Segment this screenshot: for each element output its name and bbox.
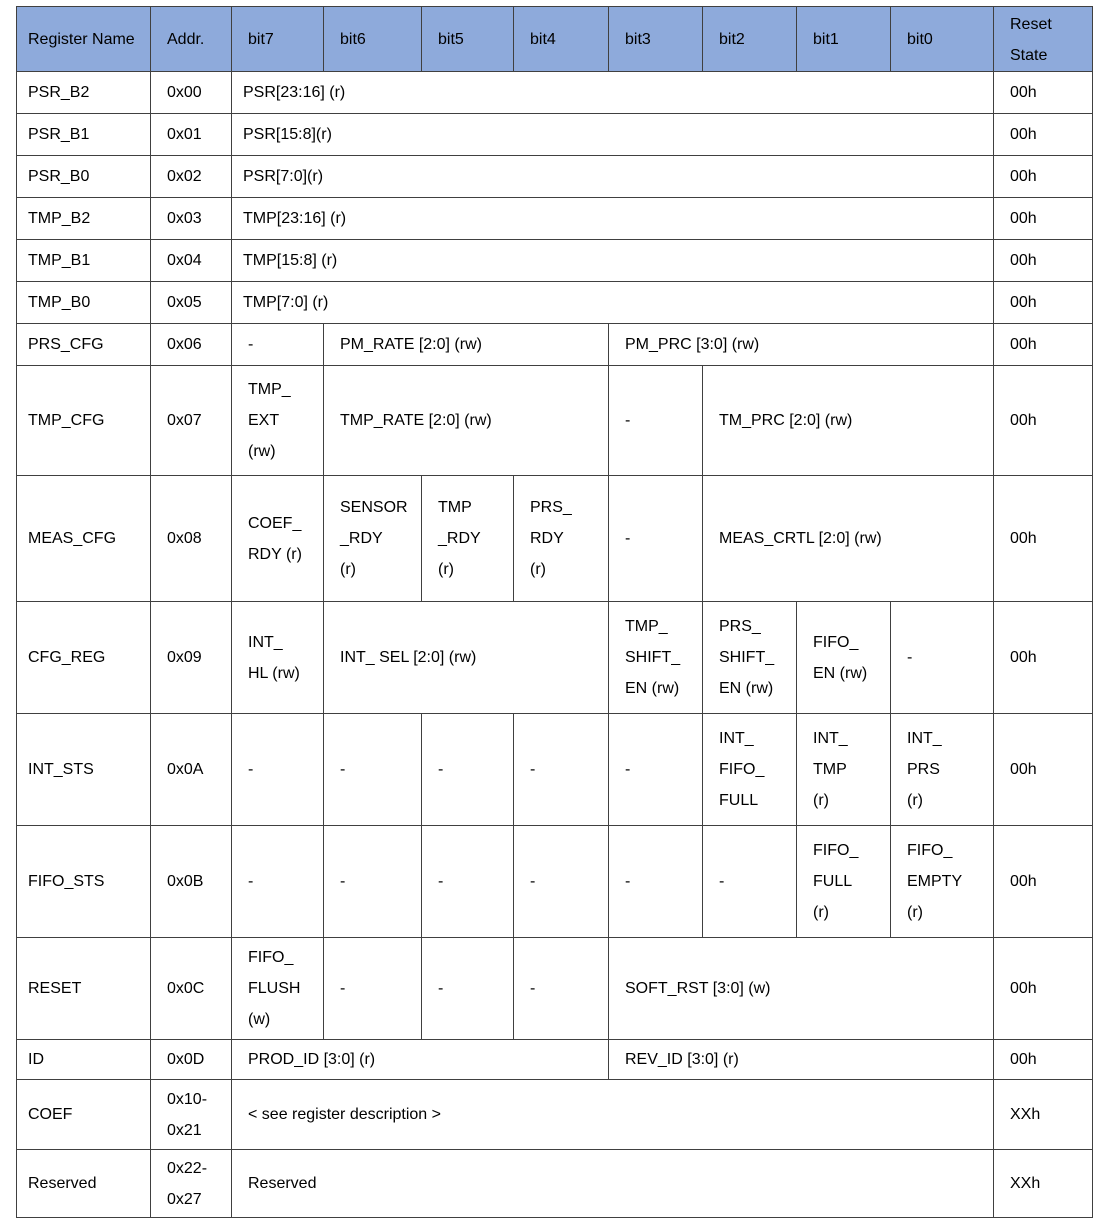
meas-ctrl-field: MEAS_CRTL [2:0] (rw)	[703, 476, 994, 602]
prs-rdy-field: PRS_ RDY (r)	[514, 476, 609, 602]
register-name: CFG_REG	[17, 602, 151, 714]
int-fifo-full-field: INT_ FIFO_ FULL	[703, 714, 797, 826]
register-name: COEF	[17, 1080, 151, 1150]
reset-value: 00h	[994, 114, 1093, 156]
header-register-name: Register Name	[17, 7, 151, 72]
table-row	[17, 198, 1093, 240]
header-bit5: bit5	[422, 7, 514, 72]
fifo-full-field: FIFO_ FULL (r)	[797, 826, 891, 938]
reset-value: XXh	[994, 1080, 1093, 1150]
table-row	[17, 602, 1093, 714]
register-addr: 0x03	[151, 198, 232, 240]
sensor-rdy-field: SENSOR _RDY (r)	[324, 476, 422, 602]
tmp-rdy-field: TMP _RDY (r)	[422, 476, 514, 602]
register-name: TMP_B0	[17, 282, 151, 324]
register-addr: 0x07	[151, 366, 232, 476]
register-addr: 0x0A	[151, 714, 232, 826]
bit5-field: -	[422, 826, 514, 938]
header-bit1: bit1	[797, 7, 891, 72]
register-name: RESET	[17, 938, 151, 1040]
bit7-field: -	[232, 714, 324, 826]
register-field: TMP[15:8] (r)	[232, 240, 994, 282]
bit2-field: -	[703, 826, 797, 938]
bit5-field: -	[422, 714, 514, 826]
register-name: MEAS_CFG	[17, 476, 151, 602]
bit6-field: -	[324, 826, 422, 938]
table-row	[17, 476, 1093, 602]
bit7-field: -	[232, 324, 324, 366]
table-row	[17, 714, 1093, 826]
reset-value: 00h	[994, 324, 1093, 366]
table-row	[17, 938, 1093, 1040]
header-bit0: bit0	[891, 7, 994, 72]
register-addr: 0x0D	[151, 1040, 232, 1080]
reset-value: XXh	[994, 1150, 1093, 1218]
register-field: < see register description >	[232, 1080, 994, 1150]
bit7-field: -	[232, 826, 324, 938]
register-field: TMP[23:16] (r)	[232, 198, 994, 240]
fifo-empty-field: FIFO_ EMPTY (r)	[891, 826, 994, 938]
rev-id-field: REV_ID [3:0] (r)	[609, 1040, 994, 1080]
register-name: Reserved	[17, 1150, 151, 1218]
header-bit3: bit3	[609, 7, 703, 72]
table-row	[17, 156, 1093, 198]
pm-prc-field: PM_PRC [3:0] (rw)	[609, 324, 994, 366]
soft-rst-field: SOFT_RST [3:0] (w)	[609, 938, 994, 1040]
table-row	[17, 366, 1093, 476]
bit4-field: -	[514, 938, 609, 1040]
reset-value: 00h	[994, 198, 1093, 240]
register-name: TMP_B1	[17, 240, 151, 282]
header-bit7: bit7	[232, 7, 324, 72]
tmp-rate-field: TMP_RATE [2:0] (rw)	[324, 366, 609, 476]
register-name: PRS_CFG	[17, 324, 151, 366]
table-row	[17, 114, 1093, 156]
bit5-field: -	[422, 938, 514, 1040]
int-sel-field: INT_ SEL [2:0] (rw)	[324, 602, 609, 714]
bit3-field: -	[609, 714, 703, 826]
register-addr: 0x0C	[151, 938, 232, 1040]
register-addr: 0x06	[151, 324, 232, 366]
prod-id-field: PROD_ID [3:0] (r)	[232, 1040, 609, 1080]
header-bit2: bit2	[703, 7, 797, 72]
register-field: PSR[15:8](r)	[232, 114, 994, 156]
fifo-en-field: FIFO_ EN (rw)	[797, 602, 891, 714]
header-bit4: bit4	[514, 7, 609, 72]
bit0-field: -	[891, 602, 994, 714]
table-row	[17, 826, 1093, 938]
bit3-field: -	[609, 826, 703, 938]
register-addr: 0x01	[151, 114, 232, 156]
bit3-field: -	[609, 366, 703, 476]
register-name: PSR_B0	[17, 156, 151, 198]
register-addr: 0x02	[151, 156, 232, 198]
bit4-field: -	[514, 714, 609, 826]
int-hl-field: INT_ HL (rw)	[232, 602, 324, 714]
table-row	[17, 1150, 1093, 1218]
reset-value: 00h	[994, 602, 1093, 714]
prs-shift-en-field: PRS_ SHIFT_ EN (rw)	[703, 602, 797, 714]
reset-value: 00h	[994, 72, 1093, 114]
register-name: TMP_B2	[17, 198, 151, 240]
register-addr: 0x09	[151, 602, 232, 714]
register-addr: 0x22- 0x27	[151, 1150, 232, 1218]
reset-value: 00h	[994, 366, 1093, 476]
register-addr: 0x08	[151, 476, 232, 602]
register-field: PSR[7:0](r)	[232, 156, 994, 198]
register-addr: 0x0B	[151, 826, 232, 938]
bit3-field: -	[609, 476, 703, 602]
table-row	[17, 240, 1093, 282]
register-addr: 0x10- 0x21	[151, 1080, 232, 1150]
register-name: FIFO_STS	[17, 826, 151, 938]
bit6-field: -	[324, 714, 422, 826]
register-addr: 0x05	[151, 282, 232, 324]
register-map-table	[16, 6, 1093, 1218]
table-row	[17, 72, 1093, 114]
register-name: TMP_CFG	[17, 366, 151, 476]
register-field: PSR[23:16] (r)	[232, 72, 994, 114]
table-row	[17, 1040, 1093, 1080]
table-header-row	[17, 7, 1093, 72]
reset-value: 00h	[994, 476, 1093, 602]
header-reset-state: Reset State	[994, 7, 1093, 72]
register-field: Reserved	[232, 1150, 994, 1218]
tmp-shift-en-field: TMP_ SHIFT_ EN (rw)	[609, 602, 703, 714]
tmp-ext-field: TMP_ EXT (rw)	[232, 366, 324, 476]
header-bit6: bit6	[324, 7, 422, 72]
reset-value: 00h	[994, 156, 1093, 198]
register-name: INT_STS	[17, 714, 151, 826]
reset-value: 00h	[994, 826, 1093, 938]
table-row	[17, 1080, 1093, 1150]
reset-value: 00h	[994, 938, 1093, 1040]
int-tmp-field: INT_ TMP (r)	[797, 714, 891, 826]
table-row	[17, 324, 1093, 366]
pm-rate-field: PM_RATE [2:0] (rw)	[324, 324, 609, 366]
register-name: ID	[17, 1040, 151, 1080]
table-row	[17, 282, 1093, 324]
register-addr: 0x04	[151, 240, 232, 282]
bit6-field: -	[324, 938, 422, 1040]
register-name: PSR_B1	[17, 114, 151, 156]
register-field: TMP[7:0] (r)	[232, 282, 994, 324]
reset-value: 00h	[994, 1040, 1093, 1080]
reset-value: 00h	[994, 240, 1093, 282]
reset-value: 00h	[994, 282, 1093, 324]
register-name: PSR_B2	[17, 72, 151, 114]
int-prs-field: INT_ PRS (r)	[891, 714, 994, 826]
fifo-flush-field: FIFO_ FLUSH (w)	[232, 938, 324, 1040]
bit4-field: -	[514, 826, 609, 938]
tm-prc-field: TM_PRC [2:0] (rw)	[703, 366, 994, 476]
header-addr: Addr.	[151, 7, 232, 72]
coef-rdy-field: COEF_ RDY (r)	[232, 476, 324, 602]
register-addr: 0x00	[151, 72, 232, 114]
reset-value: 00h	[994, 714, 1093, 826]
